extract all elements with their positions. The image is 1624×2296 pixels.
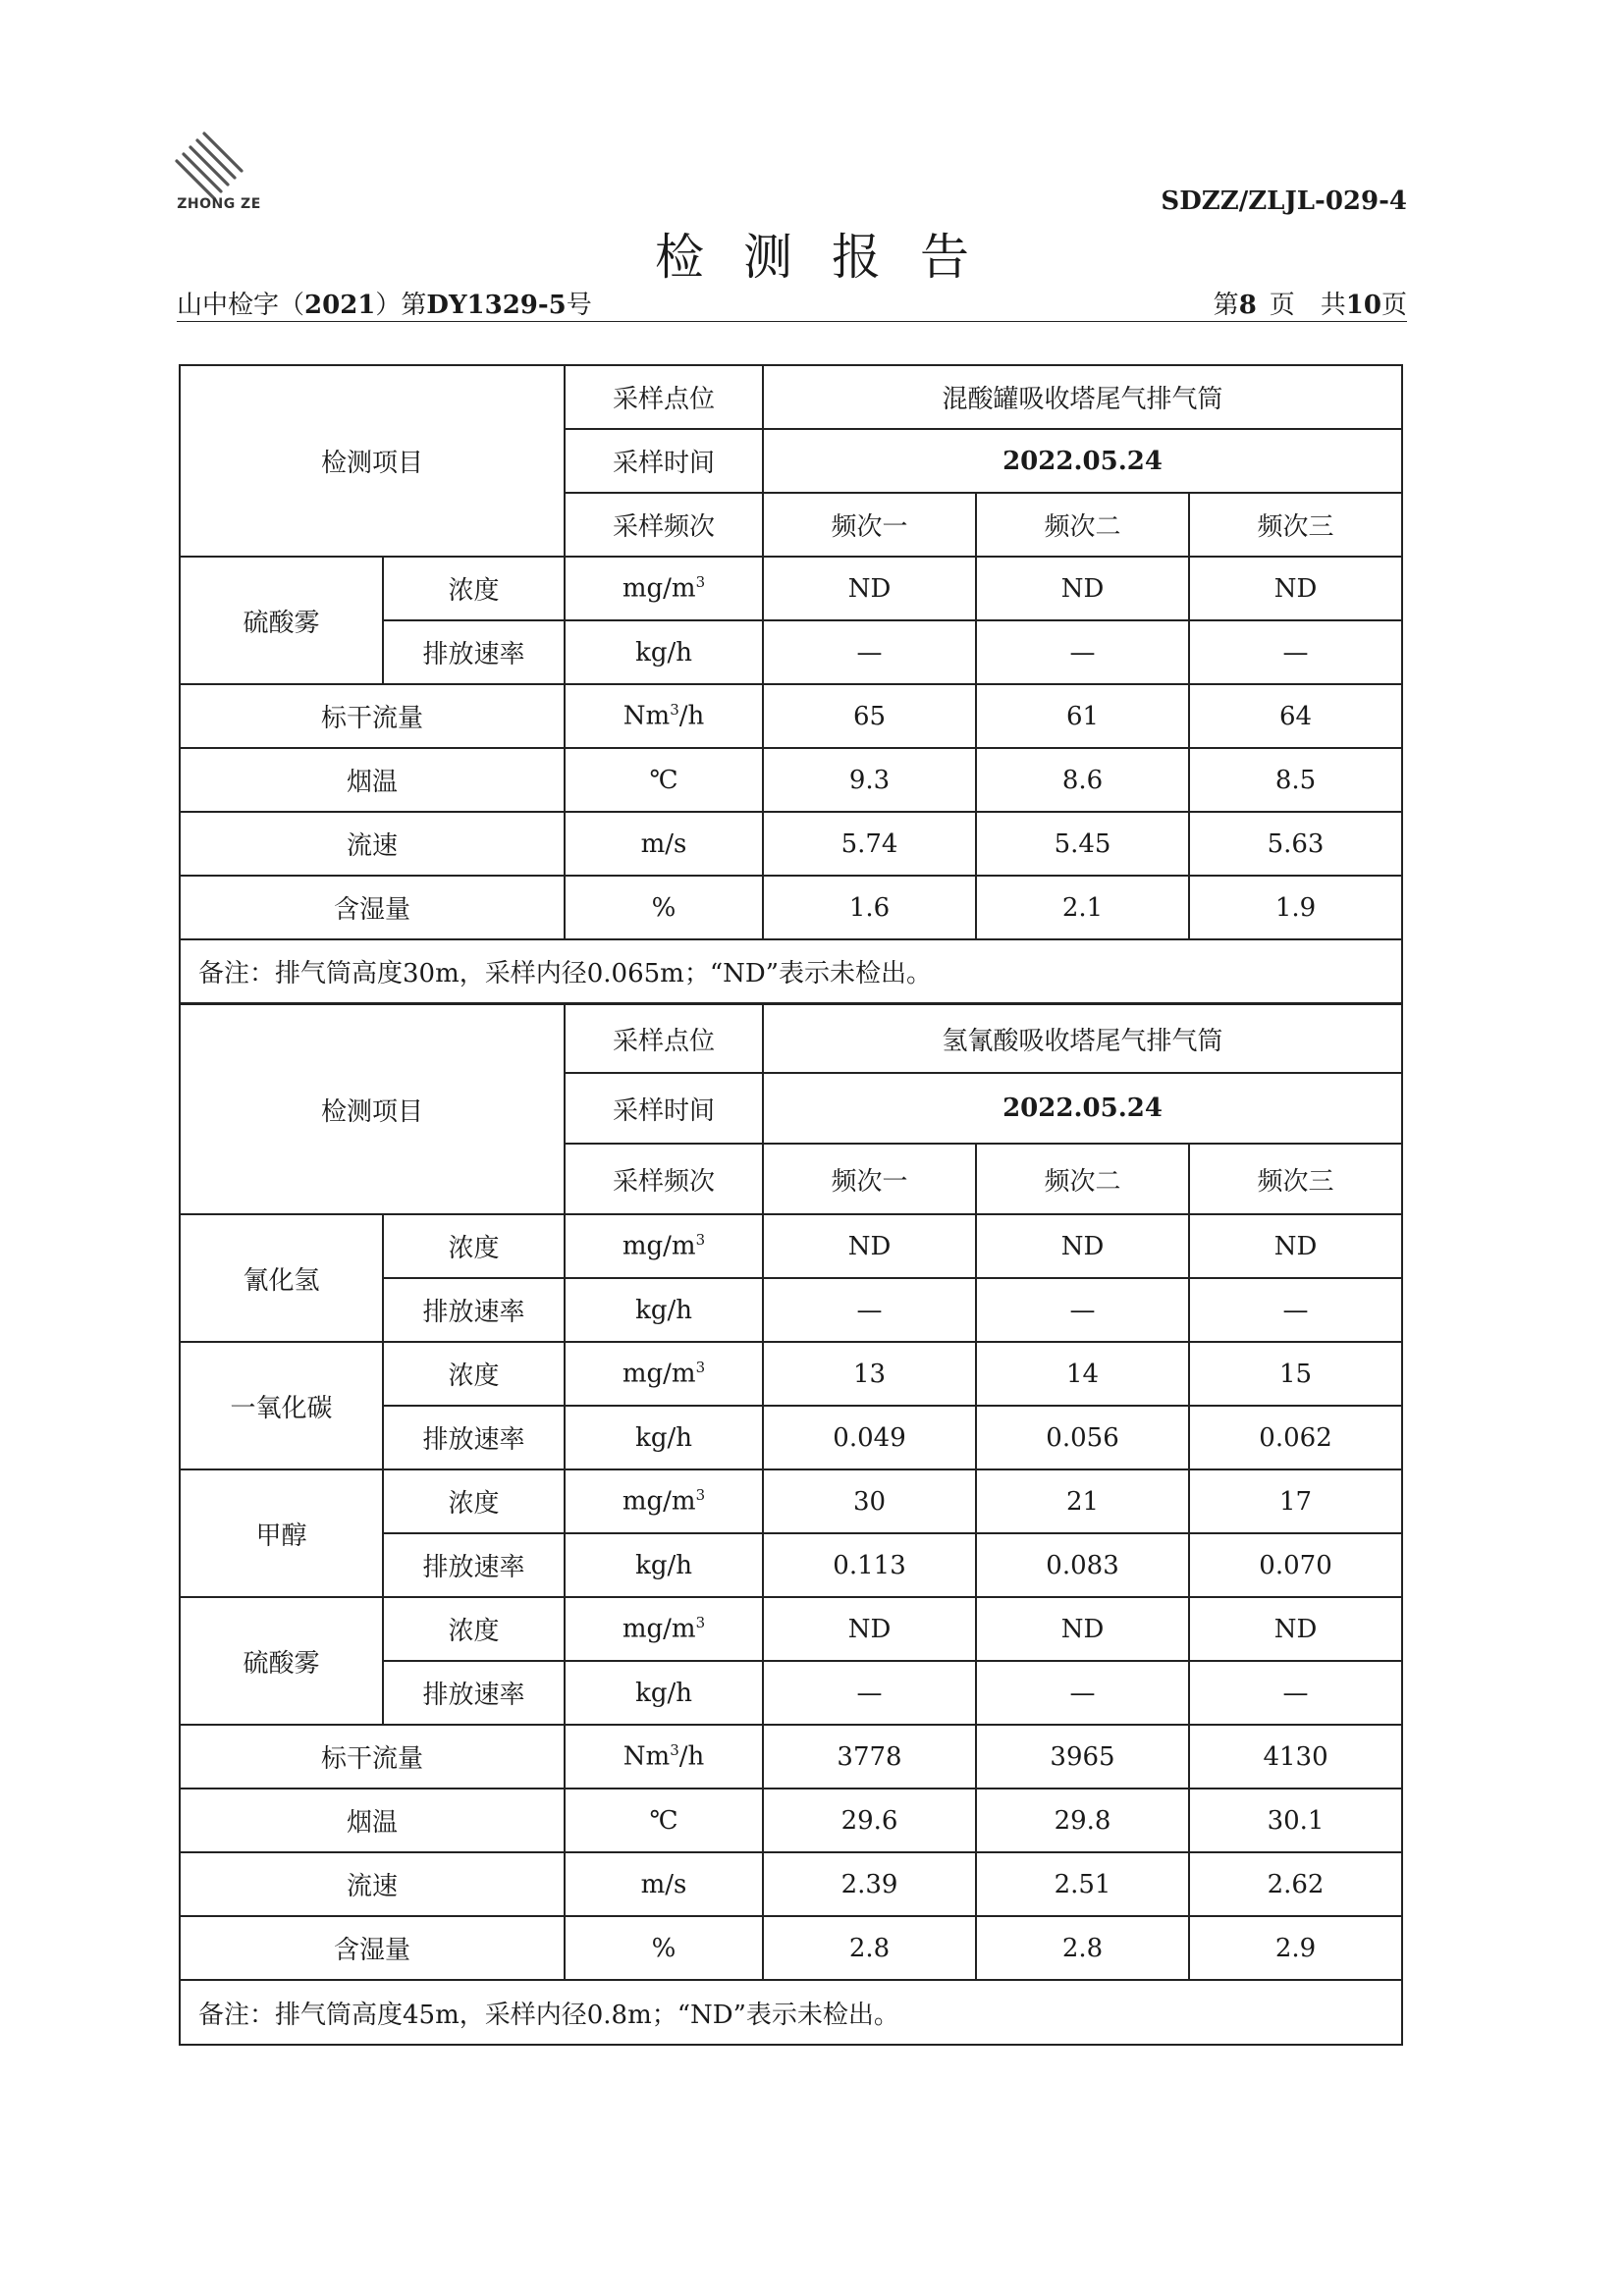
date-value: 2022.05.24 xyxy=(763,1073,1402,1144)
value-cell: 30.1 xyxy=(1189,1789,1402,1852)
value-cell: — xyxy=(1189,1661,1402,1725)
moisture-label: 含湿量 xyxy=(180,876,565,939)
temp-label: 烟温 xyxy=(180,748,565,812)
logo-text: ZHONG ZE xyxy=(177,196,261,212)
temp-label: 烟温 xyxy=(180,1789,565,1852)
value-cell: 30 xyxy=(763,1469,976,1533)
unit-ms: m/s xyxy=(565,1852,763,1916)
concentration-label: 浓度 xyxy=(383,1214,565,1278)
header-rule xyxy=(177,321,1407,322)
value-cell: ND xyxy=(1189,1597,1402,1661)
unit-nm: Nm$^3$/h xyxy=(565,684,763,748)
value-cell: 2.9 xyxy=(1189,1916,1402,1980)
unit-kgh: kg/h xyxy=(565,1278,763,1342)
frequency-label: 采样频次 xyxy=(565,493,763,557)
value-cell: 4130 xyxy=(1189,1725,1402,1789)
value-cell: 64 xyxy=(1189,684,1402,748)
report-table-1 xyxy=(179,364,1403,1004)
unit-kgh: kg/h xyxy=(565,1661,763,1725)
emission-rate-label: 排放速率 xyxy=(383,620,565,684)
value-cell: 65 xyxy=(763,684,976,748)
location-label: 采样点位 xyxy=(565,365,763,429)
unit-mg: $mg/m^3$ xyxy=(565,1469,763,1533)
value-cell: 8.6 xyxy=(976,748,1189,812)
value-cell: 29.6 xyxy=(763,1789,976,1852)
freq-2-header: 频次二 xyxy=(976,1144,1189,1214)
flow-label: 标干流量 xyxy=(180,684,565,748)
value-cell: ND xyxy=(976,557,1189,620)
value-cell: ND xyxy=(763,1597,976,1661)
unit-celsius: ℃ xyxy=(565,1789,763,1852)
value-cell: 5.74 xyxy=(763,812,976,876)
table-note: 备注：排气筒高度30m，采样内径0.065m；“ND”表示未检出。 xyxy=(180,939,1402,1003)
value-cell: ND xyxy=(1189,1214,1402,1278)
emission-rate-label: 排放速率 xyxy=(383,1661,565,1725)
freq-3-header: 频次三 xyxy=(1189,1144,1402,1214)
emission-rate-label: 排放速率 xyxy=(383,1533,565,1597)
concentration-label: 浓度 xyxy=(383,1342,565,1406)
value-cell: 14 xyxy=(976,1342,1189,1406)
value-cell: 2.39 xyxy=(763,1852,976,1916)
pollutant-name: 硫酸雾 xyxy=(180,1597,383,1725)
pollutant-name: 氰化氢 xyxy=(180,1214,383,1342)
value-cell: 17 xyxy=(1189,1469,1402,1533)
document-code: SDZZ/ZLJL-029-4 xyxy=(1161,187,1407,216)
value-cell: — xyxy=(763,620,976,684)
value-cell: 0.062 xyxy=(1189,1406,1402,1469)
report-table-2 xyxy=(179,1003,1403,2046)
freq-3-header: 频次三 xyxy=(1189,493,1402,557)
value-cell: 5.63 xyxy=(1189,812,1402,876)
value-cell: — xyxy=(976,1278,1189,1342)
date-value: 2022.05.24 xyxy=(763,429,1402,493)
value-cell: ND xyxy=(976,1597,1189,1661)
value-cell: — xyxy=(1189,1278,1402,1342)
value-cell: 5.45 xyxy=(976,812,1189,876)
pollutant-name: 甲醇 xyxy=(180,1469,383,1597)
freq-1-header: 频次一 xyxy=(763,493,976,557)
concentration-label: 浓度 xyxy=(383,1469,565,1533)
unit-mg: $mg/m^3$ xyxy=(565,557,763,620)
unit-mg: $mg/m^3$ xyxy=(565,1214,763,1278)
value-cell: 2.1 xyxy=(976,876,1189,939)
value-cell: — xyxy=(1189,620,1402,684)
value-cell: 2.8 xyxy=(763,1916,976,1980)
freq-2-header: 频次二 xyxy=(976,493,1189,557)
value-cell: — xyxy=(763,1278,976,1342)
unit-mg: $mg/m^3$ xyxy=(565,1597,763,1661)
freq-1-header: 频次一 xyxy=(763,1144,976,1214)
concentration-label: 浓度 xyxy=(383,557,565,620)
unit-percent: % xyxy=(565,1916,763,1980)
unit-percent: % xyxy=(565,876,763,939)
location-value: 氢氰酸吸收塔尾气排气筒 xyxy=(763,1004,1402,1073)
value-cell: 3965 xyxy=(976,1725,1189,1789)
value-cell: — xyxy=(976,1661,1189,1725)
table-note: 备注：排气筒高度45m，采样内径0.8m；“ND”表示未检出。 xyxy=(180,1980,1402,2045)
velocity-label: 流速 xyxy=(180,1852,565,1916)
value-cell: 2.8 xyxy=(976,1916,1189,1980)
flow-label: 标干流量 xyxy=(180,1725,565,1789)
item-header: 检测项目 xyxy=(180,1004,565,1214)
item-header: 检测项目 xyxy=(180,365,565,557)
value-cell: 1.9 xyxy=(1189,876,1402,939)
unit-kgh: kg/h xyxy=(565,1406,763,1469)
moisture-label: 含湿量 xyxy=(180,1916,565,1980)
pollutant-name: 一氧化碳 xyxy=(180,1342,383,1469)
value-cell: 0.056 xyxy=(976,1406,1189,1469)
value-cell: 21 xyxy=(976,1469,1189,1533)
value-cell: 8.5 xyxy=(1189,748,1402,812)
value-cell: ND xyxy=(976,1214,1189,1278)
unit-mg: $mg/m^3$ xyxy=(565,1342,763,1406)
value-cell: 2.51 xyxy=(976,1852,1189,1916)
concentration-label: 浓度 xyxy=(383,1597,565,1661)
time-label: 采样时间 xyxy=(565,1073,763,1144)
value-cell: 3778 xyxy=(763,1725,976,1789)
value-cell: 0.070 xyxy=(1189,1533,1402,1597)
value-cell: ND xyxy=(763,557,976,620)
value-cell: 29.8 xyxy=(976,1789,1189,1852)
value-cell: ND xyxy=(763,1214,976,1278)
location-value: 混酸罐吸收塔尾气排气筒 xyxy=(763,365,1402,429)
value-cell: 0.049 xyxy=(763,1406,976,1469)
unit-ms: m/s xyxy=(565,812,763,876)
velocity-label: 流速 xyxy=(180,812,565,876)
value-cell: 2.62 xyxy=(1189,1852,1402,1916)
value-cell: — xyxy=(763,1661,976,1725)
value-cell: 61 xyxy=(976,684,1189,748)
time-label: 采样时间 xyxy=(565,429,763,493)
unit-kgh: kg/h xyxy=(565,620,763,684)
unit-kgh: kg/h xyxy=(565,1533,763,1597)
value-cell: 1.6 xyxy=(763,876,976,939)
value-cell: 0.083 xyxy=(976,1533,1189,1597)
emission-rate-label: 排放速率 xyxy=(383,1278,565,1342)
page-indicator: 第8 页 共10页 xyxy=(1213,291,1407,320)
value-cell: 9.3 xyxy=(763,748,976,812)
unit-celsius: ℃ xyxy=(565,748,763,812)
page-title: 检测报告 xyxy=(655,229,1008,286)
unit-nm: Nm$^3$/h xyxy=(565,1725,763,1789)
value-cell: ND xyxy=(1189,557,1402,620)
value-cell: 0.113 xyxy=(763,1533,976,1597)
pollutant-name: 硫酸雾 xyxy=(180,557,383,684)
value-cell: 13 xyxy=(763,1342,976,1406)
value-cell: 15 xyxy=(1189,1342,1402,1406)
location-label: 采样点位 xyxy=(565,1004,763,1073)
emission-rate-label: 排放速率 xyxy=(383,1406,565,1469)
frequency-label: 采样频次 xyxy=(565,1144,763,1214)
report-number: 山中检字（2021）第DY1329-5号 xyxy=(177,291,592,320)
value-cell: — xyxy=(976,620,1189,684)
